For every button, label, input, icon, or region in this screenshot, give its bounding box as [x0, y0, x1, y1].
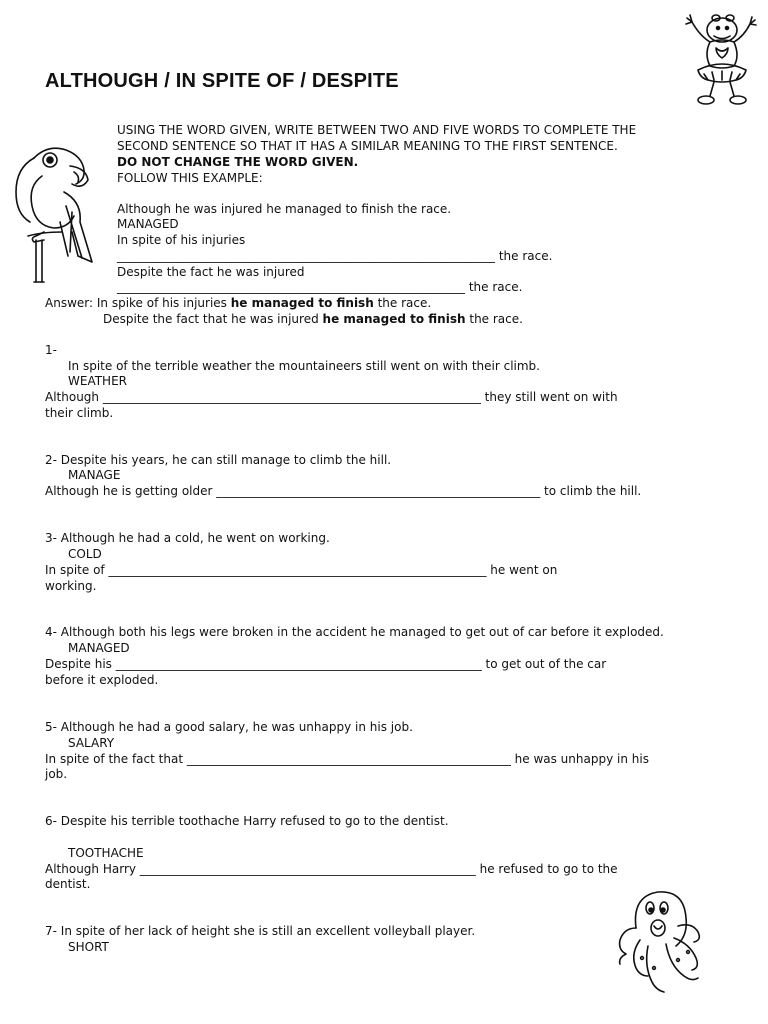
- answer-label: Answer:: [45, 296, 94, 310]
- example-start-2: Despite the fact he was injured: [117, 265, 305, 279]
- answer-1-bold: he managed to finish: [230, 296, 374, 310]
- q7-sentence: 7- In spite of her lack of height she is still an excellent volleyball player.: [45, 924, 476, 938]
- q3-answer-line-2: working.: [45, 579, 97, 593]
- q1-answer-line-1: Although _______________________________________________________________ they still went on with: [45, 390, 618, 404]
- instruction-line-1: USING THE WORD GIVEN, WRITE BETWEEN TWO AND FIVE WORDS TO COMPLETE THE: [117, 123, 637, 137]
- q3-word: COLD: [68, 547, 102, 561]
- q2-answer-line: Although he is getting older ______________________________________________________ to climb the hill.: [45, 484, 642, 498]
- example-answer-1: [45, 296, 431, 312]
- example-sentence: Although he was injured he managed to finish the race.: [117, 202, 452, 216]
- q2-word: MANAGE: [68, 468, 121, 482]
- q5-sentence: 5- Although he had a good salary, he was unhappy in his job.: [45, 720, 413, 734]
- q1-sentence: In spite of the terrible weather the mountaineers still went on with their climb.: [68, 359, 540, 373]
- q7-word: SHORT: [68, 940, 109, 954]
- q4-word: MANAGED: [68, 641, 130, 655]
- page-title: ALTHOUGH / IN SPITE OF / DESPITE: [45, 70, 399, 92]
- q2-sentence: 2- Despite his years, he can still manage to climb the hill.: [45, 453, 392, 467]
- q4-answer-line-2: before it exploded.: [45, 673, 159, 687]
- q3-sentence: 3- Although he had a cold, he went on working.: [45, 531, 330, 545]
- q5-answer-line-2: job.: [45, 767, 68, 781]
- hippo-dancer-icon: [680, 8, 762, 112]
- answer-2-bold: he managed to finish: [322, 312, 466, 326]
- q3-answer-line-1: In spite of _______________________________________________________________ he went on: [45, 563, 558, 577]
- q1-answer-line-2: their climb.: [45, 406, 114, 420]
- q4-sentence: 4- Although both his legs were broken in the accident he managed to get out of car before it exploded.: [45, 625, 664, 639]
- instruction-line-2: SECOND SENTENCE SO THAT IT HAS A SIMILAR MEANING TO THE FIRST SENTENCE.: [117, 139, 618, 153]
- q6-word: TOOTHACHE: [68, 846, 144, 860]
- q5-answer-line-1: In spite of the fact that ______________________________________________________ he was unhappy in his: [45, 752, 649, 766]
- q1-word: WEATHER: [68, 374, 127, 388]
- q6-answer-line-2: dentist.: [45, 877, 91, 891]
- answer-2-pre: Despite the fact that he was injured: [103, 312, 319, 326]
- q4-answer-line-1: Despite his _____________________________________________________________ to get out of the car: [45, 657, 607, 671]
- answer-1-pre: In spike of his injuries: [96, 296, 227, 310]
- answer-2-post: the race.: [469, 312, 523, 326]
- parrot-icon: [4, 136, 104, 286]
- q1-number: 1-: [45, 343, 57, 357]
- q6-answer-line-1: Although Harry ________________________________________________________ he refused to go to the: [45, 862, 618, 876]
- answer-1-post: the race.: [377, 296, 432, 310]
- q5-word: SALARY: [68, 736, 115, 750]
- example-blank-1: _______________________________________________________________ the race.: [117, 249, 553, 263]
- q6-sentence: 6- Despite his terrible toothache Harry refused to go to the dentist.: [45, 814, 449, 828]
- octopus-icon: [612, 888, 712, 1000]
- example-answer-2: [103, 312, 523, 328]
- example-blank-2: __________________________________________________________ the race.: [117, 280, 523, 294]
- example-word: MANAGED: [117, 217, 179, 231]
- instruction-warning: DO NOT CHANGE THE WORD GIVEN.: [117, 155, 359, 169]
- instruction-line-4: FOLLOW THIS EXAMPLE:: [117, 171, 263, 185]
- example-start-1: In spite of his injuries: [117, 233, 246, 247]
